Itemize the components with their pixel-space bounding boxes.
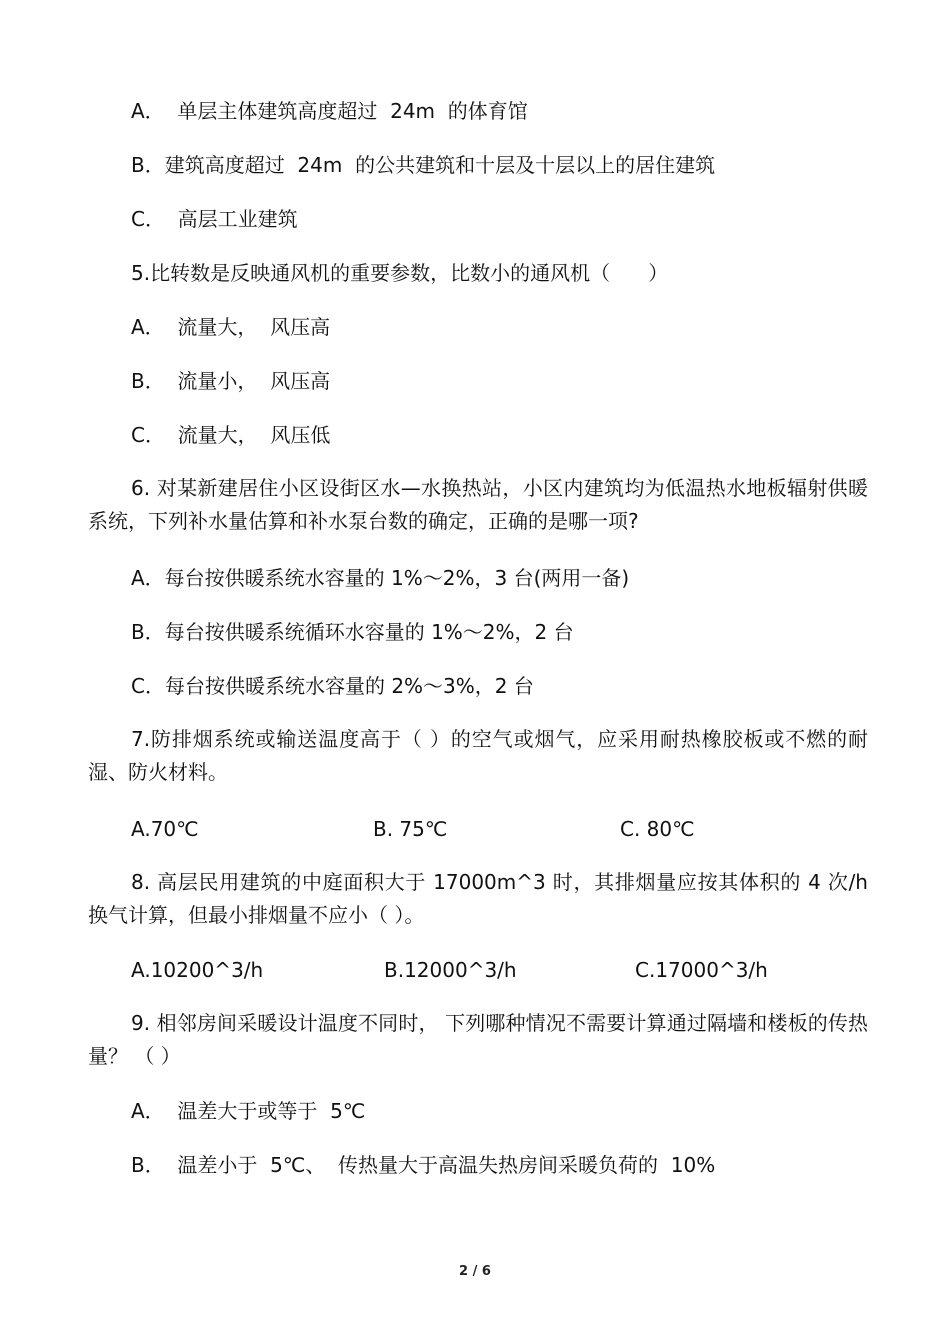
q7-option-c: C. 80℃: [620, 817, 695, 841]
q7-option-b: B. 75℃: [373, 817, 448, 841]
q6-option-c: C．每台按供暖系统水容量的 2%～3%，2 台: [131, 674, 534, 698]
q5-stem: 5.比转数是反映通风机的重要参数，比数小的通风机（ ）: [131, 261, 669, 285]
q8-option-b: B.12000^3/h: [384, 958, 517, 982]
q6-option-a: A．每台按供暖系统水容量的 1%～2%，3 台(两用一备): [131, 566, 630, 590]
q8-stem: 8. 高层民用建筑的中庭面积大于 17000m^3 时，其排烟量应按其体积的 4 次/h 换气计算，但最小排烟量不应小（ ）。: [88, 870, 868, 927]
q8-option-a: A.10200^3/h: [131, 958, 264, 982]
q7-stem: 7.防排烟系统或输送温度高于（ ）的空气或烟气，应采用耐热橡胶板或不燃的耐湿、防火材料。: [88, 727, 868, 784]
q4-option-b: B．建筑高度超过 24m 的公共建筑和十层及十层以上的居住建筑: [131, 153, 716, 177]
q5-option-c: C． 流量大， 风压低: [131, 423, 331, 447]
q6-stem: 6. 对某新建居住小区设街区水—水换热站，小区内建筑均为低温热水地板辐射供暖系统，下列补水量估算和补水泵台数的确定，正确的是哪一项?: [88, 476, 868, 533]
q8-option-c: C.17000^3/h: [635, 958, 768, 982]
q9-option-b: B． 温差小于 5℃、 传热量大于高温失热房间采暖负荷的 10%: [131, 1153, 716, 1177]
page-number: 2 / 6: [459, 1264, 491, 1279]
q5-option-b: B． 流量小， 风压高: [131, 369, 331, 393]
q9-stem: 9. 相邻房间采暖设计温度不同时， 下列哪种情况不需要计算通过隔墙和楼板的传热量？ （ ）: [88, 1011, 868, 1068]
q9-option-a: A． 温差大于或等于 5℃: [131, 1099, 366, 1123]
q4-option-a: A． 单层主体建筑高度超过 24m 的体育馆: [131, 99, 528, 123]
q5-option-a: A． 流量大， 风压高: [131, 315, 331, 339]
q7-option-a: A.70℃: [131, 817, 199, 841]
q6-option-b: B．每台按供暖系统循环水容量的 1%～2%，2 台: [131, 620, 574, 644]
q4-option-c: C． 高层工业建筑: [131, 207, 298, 231]
